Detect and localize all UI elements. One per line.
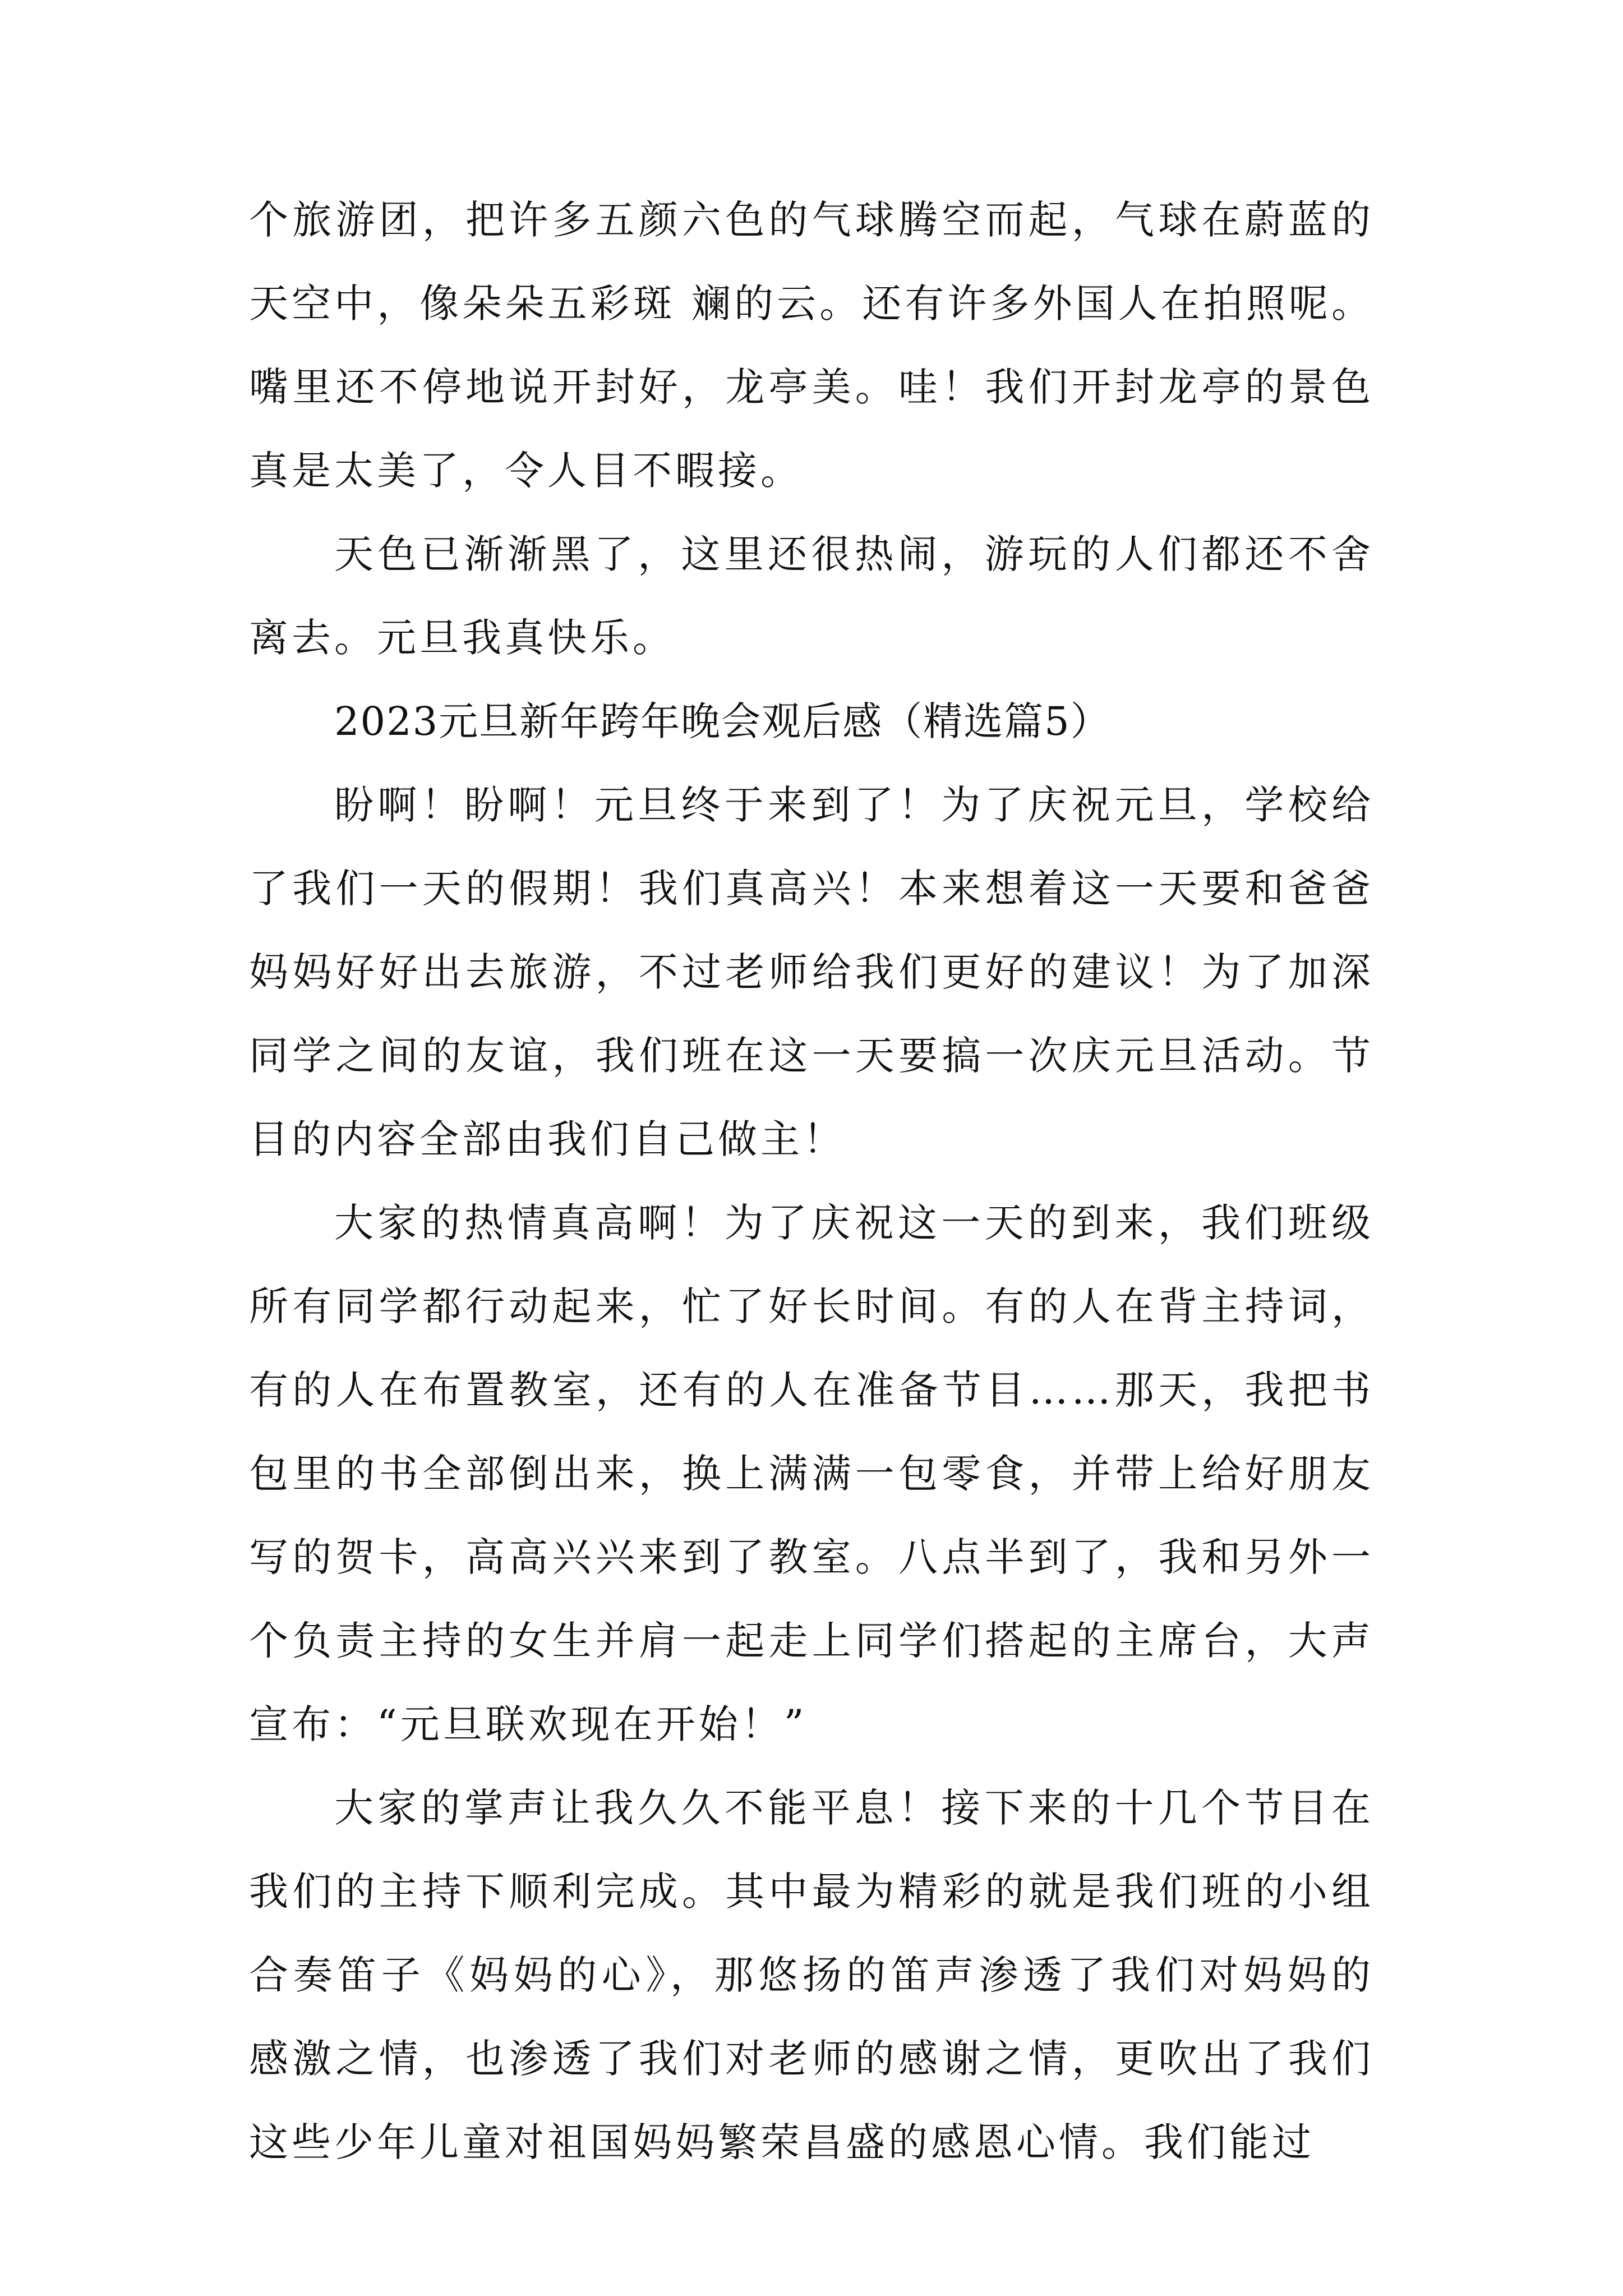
paragraph-performance: 大家的掌声让我久久不能平息！接下来的十几个节目在我们的主持下顺利完成。其中最为精彩的就是我们班的小组合奏笛子《妈妈的心》，那悠扬的笛声渗透了我们对妈妈的感激之情，也渗透了我们对老师的感谢之情，更吹出了我们这些少年儿童对祖国妈妈繁荣昌盛的感恩心情。我们能过: [249, 1785, 1374, 2165]
document-body: [249, 178, 1374, 2184]
paragraph-preparation: 大家的热情真高啊！为了庆祝这一天的到来，我们班级所有同学都行动起来，忙了好长时间。有的人在背主持词，有的人在布置教室，还有的人在准备节目……那天，我把书包里的书全部倒出来，换上满满一包零食，并带上给好朋友写的贺卡，高高兴兴来到了教室。八点半到了，我和另外一个负责主持的女生并肩一起走上同学们搭起的主席台，大声宣布：“元旦联欢现在开始！”: [249, 1200, 1374, 1747]
paragraph-new-year-arrives: 盼啊！盼啊！元旦终于来到了！为了庆祝元旦，学校给了我们一天的假期！我们真高兴！本来想着这一天要和爸爸妈妈好好出去旅游，不过老师给我们更好的建议！为了加深同学之间的友谊，我们班在这一天要搞一次庆元旦活动。节目的内容全部由我们自己做主！: [249, 782, 1374, 1162]
paragraph-evening: 天色已渐渐黑了，这里还很热闹，游玩的人们都还不舍离去。元旦我真快乐。: [249, 531, 1374, 661]
section-heading: 2023元旦新年跨年晚会观后感（精选篇5）: [334, 698, 1111, 744]
paragraph-continued: 个旅游团，把许多五颜六色的气球腾空而起，气球在蔚蓝的天空中，像朵朵五彩斑 斓的云。还有许多外国人在拍照呢。嘴里还不停地说开封好，龙亭美。哇！我们开封龙亭的景色真是太美了，令人目不暇接。: [249, 197, 1374, 494]
